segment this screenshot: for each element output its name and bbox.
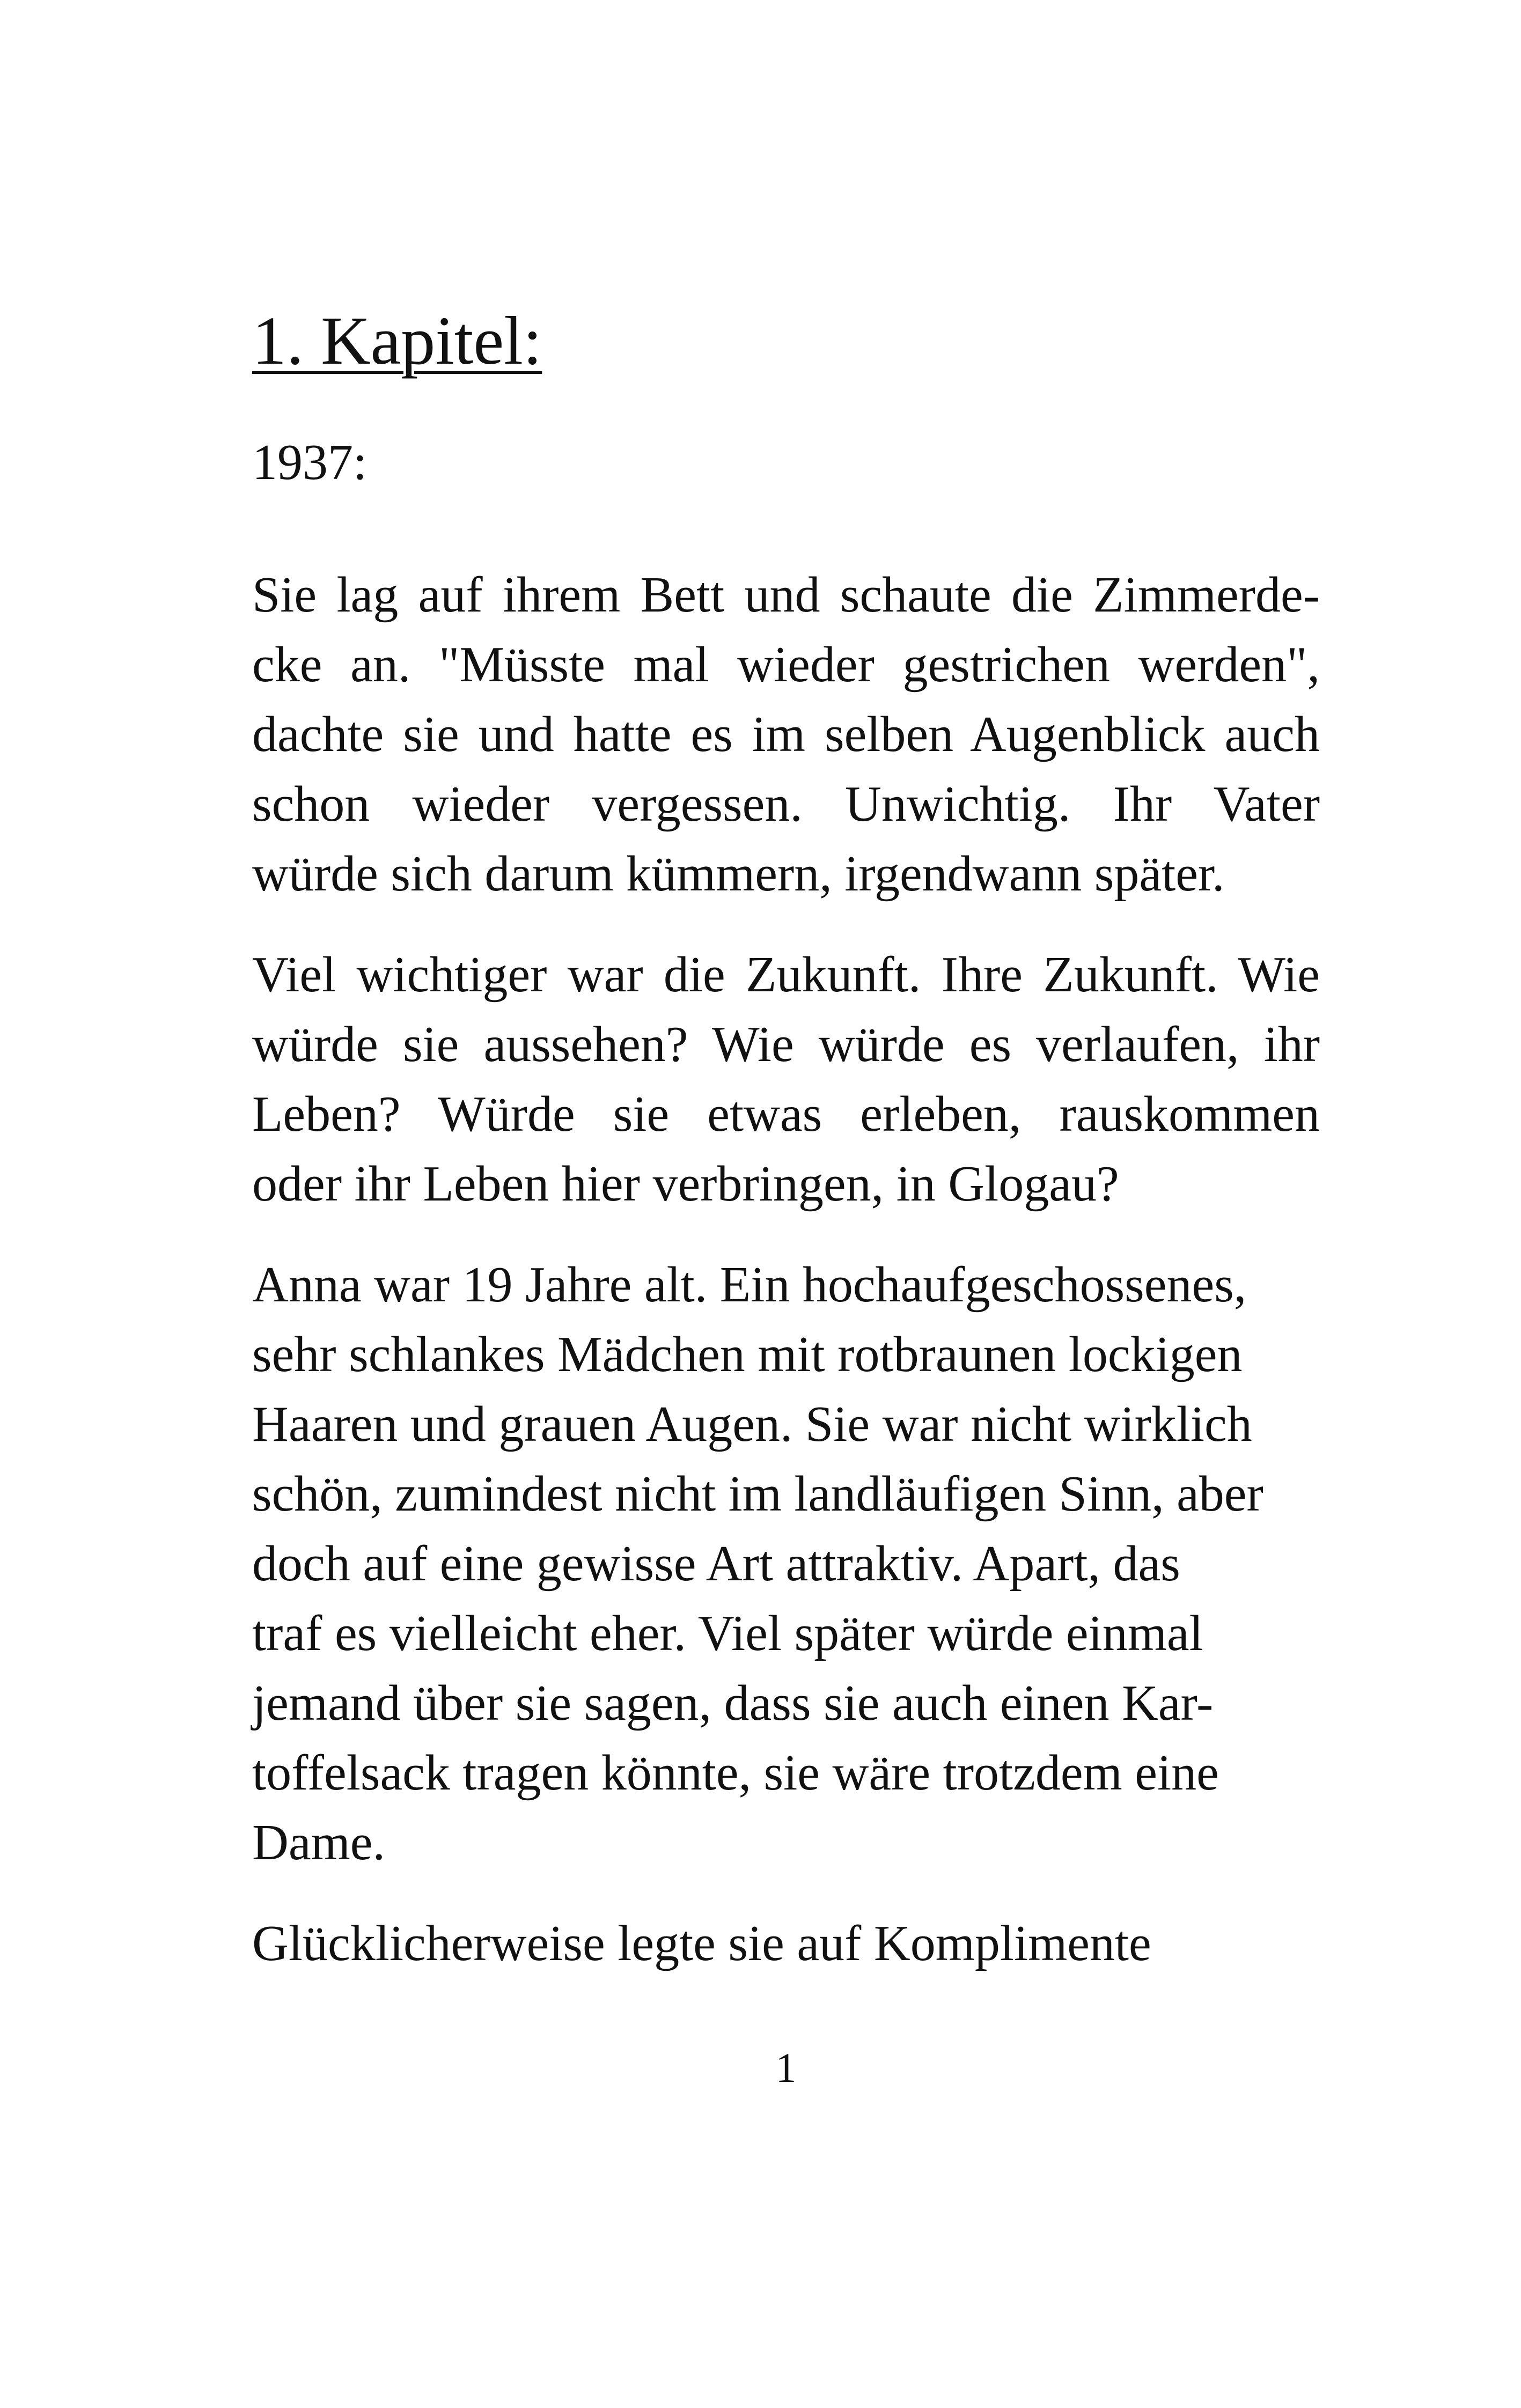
text-line: schön, zumindest nicht im landläufigen Sinn, aber	[252, 1466, 1263, 1522]
text-line: würde sich darum kümmern, irgendwann später.	[252, 845, 1225, 902]
page-number: 1	[775, 2044, 797, 2091]
text-line: Sie lag auf ihrem Bett und schaute die Zimmerde-	[252, 566, 1320, 623]
text-line: schon wieder vergessen. Unwichtig. Ihr Vater	[252, 776, 1320, 832]
page-content	[252, 303, 1320, 1978]
chapter-title: 1. Kapitel:	[252, 303, 542, 379]
text-line: sehr schlankes Mädchen mit rotbraunen lockigen	[252, 1326, 1243, 1382]
text-line: Viel wichtiger war die Zukunft. Ihre Zukunft. Wie	[252, 946, 1320, 1003]
text-line: traf es vielleicht eher. Viel später würde einmal	[252, 1605, 1203, 1661]
text-line: würde sie aussehen? Wie würde es verlaufen, ihr	[252, 1016, 1320, 1072]
text-line: Anna war 19 Jahre alt. Ein hochaufgeschossenes,	[252, 1256, 1247, 1313]
paragraph-1	[252, 560, 1320, 909]
chapter-year: 1937:	[252, 434, 368, 490]
text-line: Dame.	[252, 1814, 385, 1871]
text-line: Leben? Würde sie etwas erleben, rauskommen	[252, 1086, 1320, 1142]
text-line: jemand über sie sagen, dass sie auch einen Kar-	[252, 1675, 1214, 1731]
text-line: dachte sie und hatte es im selben Augenblick auch	[252, 706, 1320, 762]
text-line: toffelsack tragen könnte, sie wäre trotzdem eine	[252, 1744, 1219, 1801]
text-line: cke an. "Müsste mal wieder gestrichen werden",	[252, 636, 1320, 693]
paragraph-3	[252, 1250, 1320, 1877]
text-line: doch auf eine gewisse Art attraktiv. Apart, das	[252, 1535, 1180, 1592]
text-line: Haaren und grauen Augen. Sie war nicht wirklich	[252, 1396, 1252, 1452]
paragraph-2	[252, 940, 1320, 1219]
text-line: oder ihr Leben hier verbringen, in Glogau?	[252, 1155, 1119, 1212]
paragraph-4	[252, 1909, 1320, 1978]
text-line: Glücklicherweise legte sie auf Komplimente	[252, 1915, 1151, 1971]
